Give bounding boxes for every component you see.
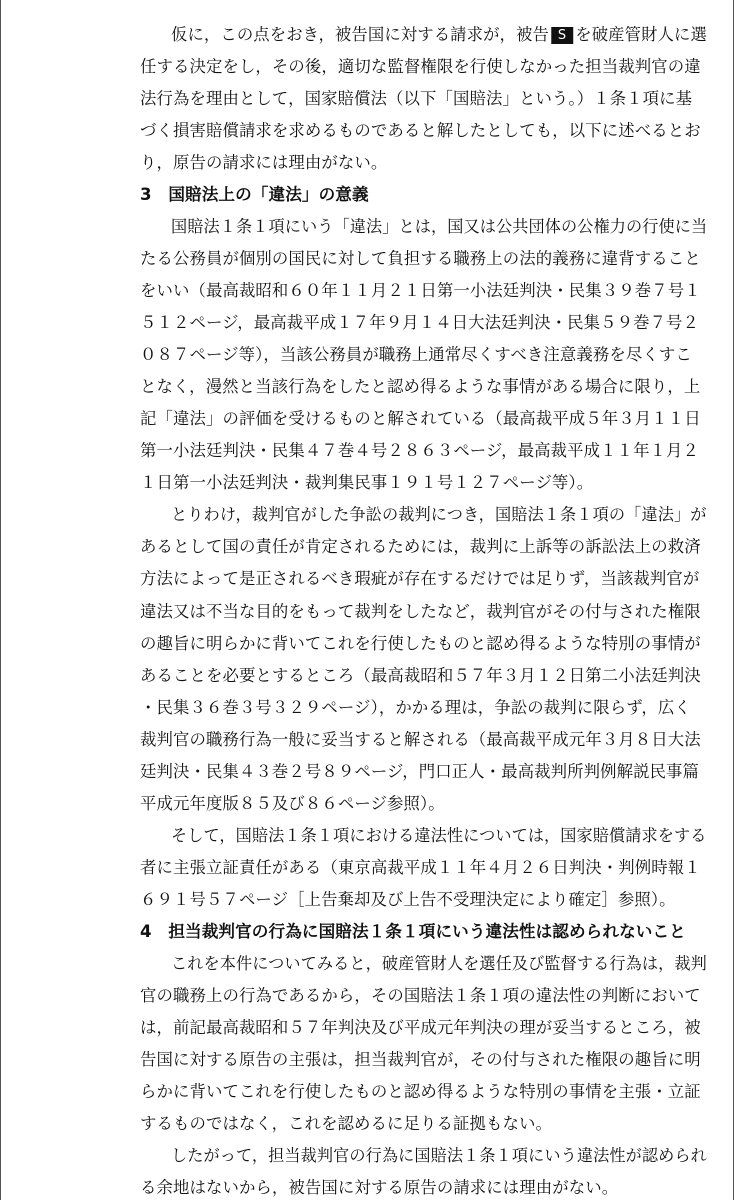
paragraph-1-line: づく損害賠償請求を求めるものであると解したとしても，以下に述べるとお — [140, 121, 701, 140]
paragraph-5-line: らかに背いてこれを行使したものと認め得るような特別の事情を主張・立証 — [140, 1082, 701, 1101]
paragraph-5-line: は，前記最高裁昭和５７年判決及び平成元年判決の理が妥当するところ，被 — [140, 1018, 701, 1037]
paragraph-3-line: の趣旨に明らかに背いてこれを行使したものと認め得るような特別の事情が — [140, 634, 701, 653]
paragraph-4-line: そして，国賠法１条１項における違法性については，国家賠償請求をする — [171, 826, 707, 845]
paragraph-2-line: をいい（最高裁昭和６０年１１月２１日第一小法廷判決・民集３９巻７号１ — [140, 281, 701, 300]
paragraph-2-line: 第一小法廷判決・民集４７巻４号２８６３ページ，最高裁平成１１年１月２ — [140, 441, 700, 460]
paragraph-5-line: これを本件についてみると，破産管財人を選任及び監督する行為は，裁判 — [171, 954, 707, 973]
paragraph-2-line: 国賠法１条１項にいう「違法」とは，国又は公共団体の公権力の行使に当 — [171, 217, 708, 236]
section-heading-4: 4 担当裁判官の行為に国賠法１条１項にいう違法性は認められないこと — [140, 922, 686, 941]
paragraph-2-line: となく，漫然と当該行為をしたと認め得るような事情がある場合に限り，上 — [140, 377, 701, 396]
paragraph-6-line: る余地はないから，被告国に対する原告の請求には理由がない。 — [140, 1178, 619, 1197]
paragraph-3-line: あることを必要とするところ（最高裁昭和５７年３月１２日第二小法廷判決 — [140, 666, 701, 685]
section-heading-3: 3 国賠法上の「違法」の意義 — [140, 185, 369, 204]
redacted-name: S — [551, 27, 573, 44]
text-segment: 仮に，この点をおき，被告国に対する請求が，被告 — [171, 25, 549, 44]
paragraph-2-line: たる公務員が個別の国民に対して負担する職務上の法的義務に違背すること — [140, 249, 701, 268]
paragraph-5-line: するものではなく，これを認めるに足りる証拠もない。 — [140, 1114, 552, 1133]
paragraph-6-line: したがって，担当裁判官の行為に国賠法１条１項にいう違法性が認められ — [171, 1146, 707, 1165]
paragraph-1-line: 法行為を理由として，国家賠償法（以下「国賠法」という。）１条１項に基 — [140, 89, 693, 108]
paragraph-3-line: 違法又は不当な目的をもって裁判をしたなど，裁判官がその付与された権限 — [140, 602, 701, 621]
text-segment: を破産管財人に選 — [575, 25, 707, 44]
paragraph-2-line: ５１２ページ，最高裁平成１７年９月１４日大法廷判決・民集５９巻７号２ — [140, 313, 700, 332]
paragraph-2-line: １日第一小法廷判決・裁判集民事１９１号１２７ページ等）。 — [140, 473, 594, 492]
paragraph-5-line: 告国に対する原告の主張は，担当裁判官が，その付与された権限の趣旨に明 — [140, 1050, 701, 1069]
paragraph-3-line: 廷判決・民集４３巻２号８９ページ，門口正人・最高裁判所判例解説民事篇 — [140, 762, 700, 781]
paragraph-4-line: ６９１号５７ページ［上告棄却及び上告不受理決定により確定］参照）。 — [140, 890, 676, 909]
paragraph-1-line-1 — [171, 25, 707, 45]
paragraph-1-line: り，原告の請求には理由がない。 — [140, 153, 388, 172]
paragraph-2-line: ０８７ページ等），当該公務員が職務上通常尽くすべき注意義務を尽くすこ — [140, 345, 692, 364]
paragraph-5-line: 官の職務上の行為であるから，その国賠法１条１項の違法性の判断において — [140, 986, 701, 1005]
paragraph-3-line: とりわけ，裁判官がした争訟の裁判につき，国賠法１条１項の「違法」が — [171, 505, 707, 524]
paragraph-1-line: 任する決定をし，その後，適切な監督権限を行使しなかった担当裁判官の違 — [140, 57, 701, 76]
paragraph-3-line: ・民集３６巻３号３２９ページ），かかる理は，争訟の裁判に限らず，広く — [140, 698, 691, 717]
paragraph-2-line: 記「違法」の評価を受けるものと解されている（最高裁平成５年３月１１日 — [140, 409, 701, 428]
paragraph-3-line: 裁判官の職務行為一般に妥当すると解される（最高裁平成元年３月８日大法 — [140, 730, 701, 749]
paragraph-4-line: 者に主張立証責任がある（東京高裁平成１１年４月２６日判決・判例時報１ — [140, 858, 701, 877]
paragraph-3-line: 方法によって是正されるべき瑕疵が存在するだけでは足りず，当該裁判官が — [140, 569, 700, 588]
paragraph-3-line: あるとして国の責任が肯定されるためには，裁判に上訴等の訴訟法上の救済 — [140, 537, 701, 556]
paragraph-3-line: 平成元年度版８５及び８６ページ参照）。 — [140, 794, 445, 813]
